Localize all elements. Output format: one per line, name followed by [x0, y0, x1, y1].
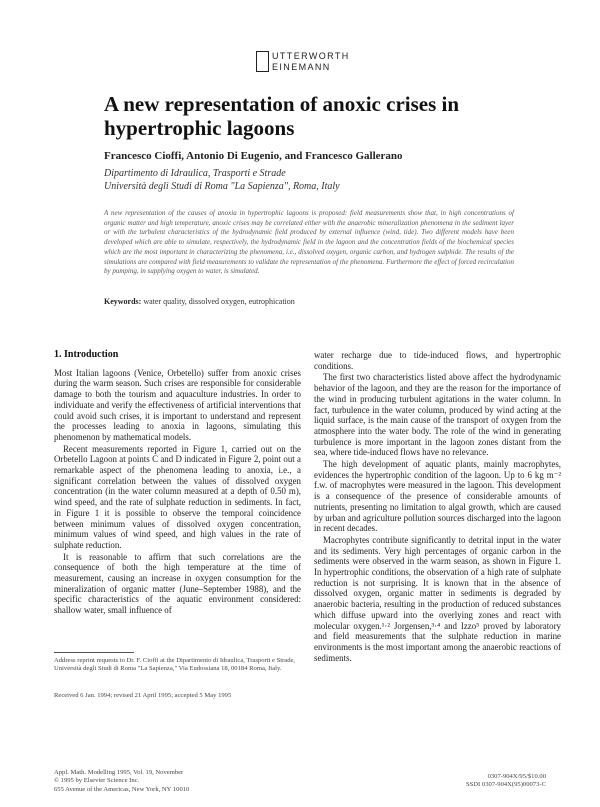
received-dates: [54, 692, 304, 700]
footnote-rule: [54, 652, 134, 653]
keywords-text: water quality, dissolved oxygen, eutrophication: [143, 297, 295, 306]
paper-title: A new representation of anoxic crises in hypertrophic lagoons: [104, 92, 460, 140]
paragraph: The first two characteristics listed above affect the hydrodynamic behavior of the lagoon, and they are the reason for the importance of the wind in producing turbulent agitations in the water column. In fact, turbulence in the water column, produced by wind acting at the liquid surface, is the main cause of the transport of oxygen from the atmosphere into the water body. The role of the wind in generating turbulence is more important in the lagoon zones distant from the sea, where tide-induced flows have no relevance.: [314, 372, 561, 458]
paragraph: water recharge due to tide-induced flows, and hypertrophic conditions.: [314, 350, 561, 371]
paragraph: Recent measurements reported in Figure 1, carried out on the Orbetello Lagoon at points C and D indicated in Figure 2, point out a remarkable aspect of the phenomena leading to anoxia, i.e., a significant correlation between the values of dissolved oxygen concentration (in the water column measured at a depth of 0.50 m), wind speed, and the rate of sulphate reduction in sediments. In fact, in Figure 1 it is possible to observe the temporal coincidence between minimum values of dissolved oxygen concentration, minimum values of wind speed, and high values in the rate of sulphate reduction.: [54, 443, 301, 550]
issn-code: 0307-904X/95/$10.00: [487, 773, 546, 780]
paragraph: The high development of aquatic plants, mainly macrophytes, evidences the hypertrophic condition of the lagoon. Up to 6 kg m⁻² f.w. of macrophytes were measured in the lagoon. This development is a consequence of the presence of considerable amounts of nutrients, presenting no limitation to algal growth, which are caused by urban and agriculture pollution sources discharged into the lagoon in recent decades.: [314, 459, 561, 534]
abstract: A new representation of the causes of anoxia in hypertrophic lagoons is proposed: field measurements show that, in high concentrations of organic matter and high temperature, anoxic crises may be correlated either with the anaerobic mineralization phenomena in the sediment layer or with the turbulent characteristics of the hydrodynamic field produced by external influence (wind, tide). Two different models have been developed which are able to simulate, respectively, the hydrodynamic field in the lagoon and the concentration fields of the biochemical species which are the most important in characterizing the phenomena, i.e., dissolved oxygen, organic carbon, and hydrogen sulphide. The results of the simulations are compared with field measurements to validate the representation of the phenomena. Furthermore the effect of forced recirculation by pumping, in supplying oxygen to water, is simulated.: [104, 209, 514, 276]
paragraph: Most Italian lagoons (Venice, Orbetello) suffer from anoxic crises during the warm season. Such crises are responsible for considerable damage to both the tourism and aquaculture industries. In order to individuate and verify the effectiveness of artificial interventions that could avoid such crises, it is important to understand and represent the processes leading to anoxia in lagoons, simulating this phenomenon by mathematical models.: [54, 367, 301, 442]
affiliation: [104, 167, 340, 193]
article-codes: [466, 773, 546, 790]
received-line: Received 6 Jan. 1994; revised 21 April 1995; accepted 5 May 1995: [54, 692, 232, 699]
affiliation-dept: Dipartimento di Idraulica, Trasporti e Strade: [104, 168, 286, 179]
publisher-mark-icon: [256, 51, 269, 72]
footnote-address: Address reprint requests to Dr. F. Cioffi at the Dipartimento di Idraulica, Trasporti e Strade, Università degli Studi di Roma "La Sapienza," Via Eudossiana 18, 00184 Roma, Italy.: [54, 657, 296, 673]
keywords: [104, 297, 514, 306]
keywords-label: Keywords:: [104, 297, 142, 306]
publisher-address: 655 Avenue of the Americas, New York, NY 10010: [54, 785, 190, 793]
ssdi-code: SSDI 0307-904X(95)00073-C: [465, 781, 546, 789]
paragraph: It is reasonable to affirm that such correlations are the consequence of both the high temperature at the time of measurement, causing an increase in oxygen consumption for the mineralization of organic matter (June–September 1988), and the specific characteristics of the aquatic environment considered: shallow water, small influence of: [54, 551, 301, 616]
journal-info: [54, 769, 304, 794]
authors: Francesco Cioffi, Antonio Di Eugenio, and Francesco Gallerano: [104, 150, 403, 162]
journal-line: Appl. Math. Modelling 1995, Vol. 19, November: [54, 769, 184, 776]
left-column: [54, 350, 301, 617]
right-column: [314, 350, 561, 664]
section-heading: 1. Introduction: [54, 349, 119, 360]
affiliation-univ: Università degli Studi di Roma "La Sapienza", Roma, Italy: [104, 181, 340, 192]
publisher-line1: UTTERWORTH: [272, 51, 350, 61]
copyright-line: © 1995 by Elsevier Science Inc.: [54, 777, 140, 785]
paragraph: Macrophytes contribute significantly to detrital input in the water and its sediments. Very high percentages of organic carbon in the sediments were observed in the warm season, as shown in Figure 1. In hypertrophic conditions, the observation of a high rate of sulphate reduction is not surprising. It is known that in the absence of dissolved oxygen, organic matter in sediments is degraded by anaerobic bacteria, resulting in the production of reduced substances which diffuse upward into the overlying zones and react with molecular oxygen.¹·² Jorgensen,³·⁴ and Izzo⁵ proved by laboratory and field measurements that the sulphate reduction in marine environments is the most important among the anaerobic reactions of sediments.: [314, 534, 561, 663]
publisher-logo: [256, 50, 350, 74]
publisher-line2: EINEMANN: [272, 62, 331, 72]
